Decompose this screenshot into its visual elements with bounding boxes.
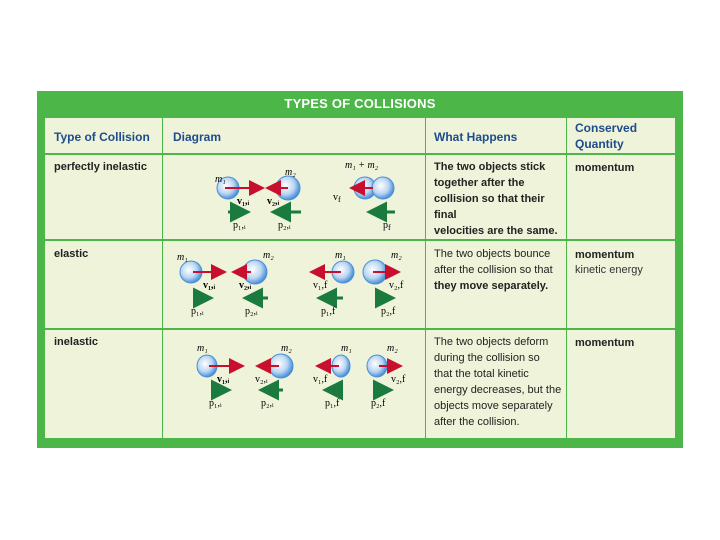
- what-line: after the collision.: [434, 416, 520, 428]
- header-conserved-2: Quantity: [575, 137, 624, 151]
- what-line: together after the: [434, 177, 525, 189]
- table-title: TYPES OF COLLISIONS: [284, 96, 436, 111]
- header-what: What Happens: [434, 130, 518, 144]
- label-vf: $v_f$: [333, 192, 341, 204]
- row-type-inelastic: inelastic: [54, 336, 99, 348]
- label-p1i: p₁,ᵢ: [191, 306, 204, 317]
- row-conserved: [575, 248, 675, 278]
- label-p2f: p₂,f: [371, 398, 386, 409]
- row-type-elastic: elastic: [54, 248, 89, 260]
- label-p2i: p₂,ᵢ: [245, 306, 258, 317]
- label-v2f: v₂,f: [391, 374, 406, 385]
- diagram-perfectly-inelastic: [215, 160, 395, 232]
- what-line: energy decreases, but the: [434, 384, 562, 396]
- col-divider: [425, 118, 426, 438]
- label-m2: m₂: [281, 343, 292, 354]
- what-line: during the collision so: [434, 352, 540, 364]
- label-m2: m₂: [263, 250, 274, 261]
- row-what: [434, 159, 564, 239]
- header-conserved-1: Conserved: [575, 121, 638, 135]
- what-line: after the collision so that: [434, 264, 553, 276]
- label-v2i: v₂,ᵢ: [239, 280, 252, 291]
- header-diagram: Diagram: [173, 130, 222, 144]
- what-line: velocities are the same.: [434, 225, 558, 237]
- row-conserved: momentum: [575, 337, 635, 349]
- label-p1f: p₁,f: [321, 306, 336, 317]
- label-p2f: p₂,f: [381, 306, 396, 317]
- label-m2: m₂: [285, 167, 296, 178]
- what-line: The two objects deform: [434, 336, 549, 348]
- what-line: The two objects bounce: [434, 248, 551, 260]
- row-type-perfectly-inelastic: perfectly inelastic: [54, 161, 147, 173]
- row-what: [434, 334, 564, 430]
- label-p1i: p₁,ᵢ: [233, 220, 246, 231]
- what-line: that the total kinetic: [434, 368, 529, 380]
- label-m1-plus-m2: m₁ + m₂: [345, 160, 379, 171]
- collision-diagrams: [163, 118, 425, 438]
- label-v1i: v₁,ᵢ: [203, 280, 216, 291]
- row-what: [434, 246, 564, 294]
- col-divider: [566, 118, 567, 438]
- label-pf: $p_f$: [383, 220, 391, 232]
- label-m1: m₁: [197, 343, 208, 354]
- what-line: collision so that their final: [434, 193, 545, 221]
- label-m1: m₁: [177, 252, 188, 263]
- label-v2f: v₂,f: [389, 280, 404, 291]
- label-v1i: v₁,ᵢ: [237, 196, 250, 207]
- conserved-item: momentum: [575, 249, 635, 261]
- table-body: [45, 118, 675, 438]
- label-v1f: v₁,f: [313, 280, 328, 291]
- label-v1i: v₁,ᵢ: [217, 374, 230, 385]
- conserved-item: kinetic energy: [575, 264, 643, 276]
- label-m1: m₁: [335, 250, 346, 261]
- what-line: objects move separately: [434, 400, 553, 412]
- label-p2i: p₂,ᵢ: [278, 220, 291, 231]
- label-m1: m₁: [215, 174, 226, 185]
- label-v1f: v₁,f: [313, 374, 328, 385]
- label-m2: m₂: [387, 343, 398, 354]
- label-p1f: p₁,f: [325, 398, 340, 409]
- ball-icon: [372, 177, 394, 199]
- what-line: The two objects stick: [434, 161, 546, 173]
- collision-table: [37, 91, 683, 448]
- header-type: Type of Collision: [54, 130, 150, 144]
- row-conserved: momentum: [575, 162, 635, 174]
- label-m2: m₂: [391, 250, 402, 261]
- label-p1i: p₁,ᵢ: [209, 398, 222, 409]
- label-v2i: v₂,ᵢ: [267, 196, 280, 207]
- what-line: they move separately.: [434, 280, 549, 292]
- label-v2i: v₂,ᵢ: [255, 374, 268, 385]
- label-p2i: p₂,ᵢ: [261, 398, 274, 409]
- diagram-inelastic: [197, 343, 406, 409]
- diagram-elastic: [177, 250, 404, 317]
- label-m1: m₁: [341, 343, 352, 354]
